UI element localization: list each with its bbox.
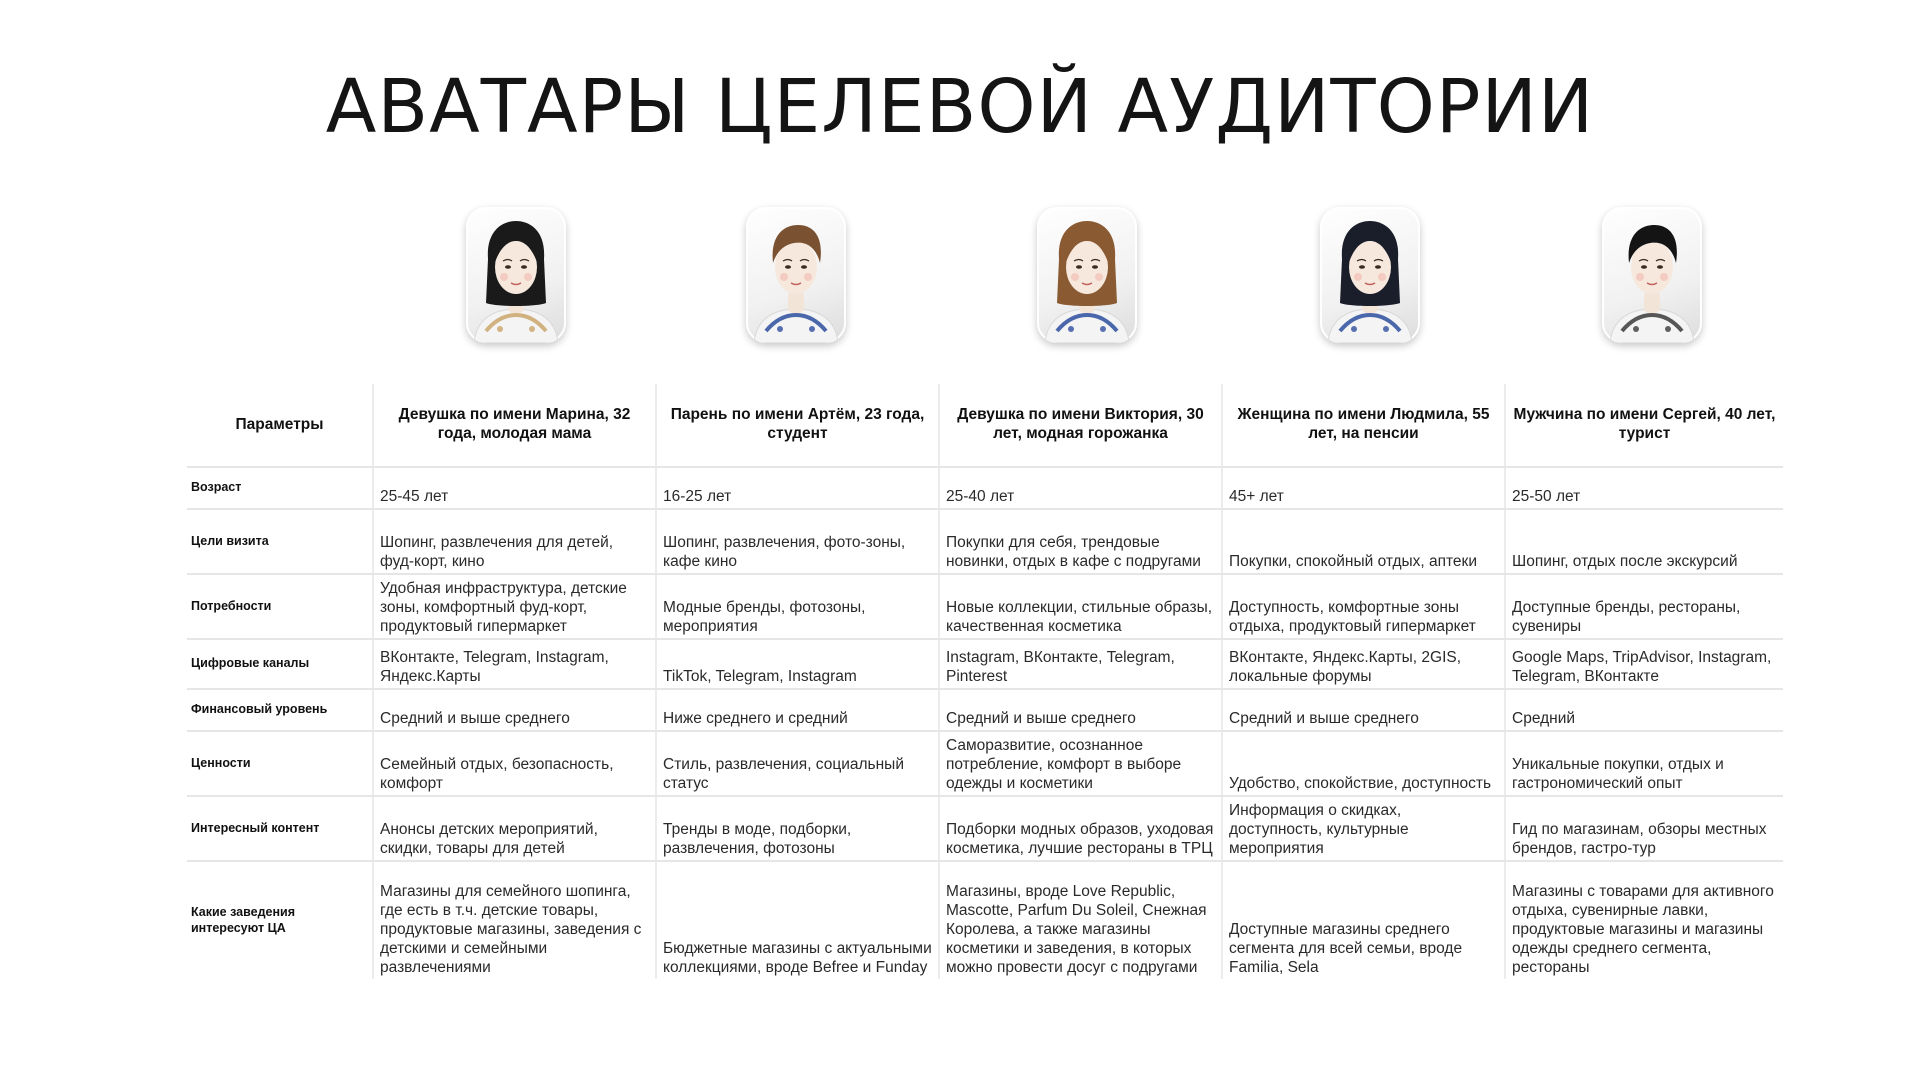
table-cell: Ниже среднего и средний bbox=[656, 689, 939, 731]
table-cell: Гид по магазинам, обзоры местных брендов, гастро-тур bbox=[1505, 796, 1783, 861]
woman-portrait-icon bbox=[1320, 207, 1420, 343]
table-header-cell: Параметры bbox=[187, 384, 373, 467]
table-cell: Средний и выше среднего bbox=[373, 689, 656, 731]
table-cell: Удобная инфраструктура, детские зоны, комфортный фуд-корт, продуктовый гипермаркет bbox=[373, 574, 656, 639]
table-row bbox=[187, 639, 1783, 689]
man-portrait-icon bbox=[746, 207, 846, 343]
table-cell: Instagram, ВКонтакте, Telegram, Pinterest bbox=[939, 639, 1222, 689]
row-label: Какие заведения интересуют ЦА bbox=[191, 904, 295, 935]
table-row bbox=[187, 574, 1783, 639]
table-cell: Доступные магазины среднего сегмента для всей семьи, вроде Familia, Sela bbox=[1222, 861, 1505, 979]
avatar bbox=[1037, 207, 1137, 343]
table-cell: Тренды в моде, подборки, развлечения, фотозоны bbox=[656, 796, 939, 861]
table-cell: Шопинг, отдых после экскурсий bbox=[1505, 509, 1783, 574]
table-cell: Стиль, развлечения, социальный статус bbox=[656, 731, 939, 796]
table-cell: ВКонтакте, Telegram, Instagram, Яндекс.Карты bbox=[373, 639, 656, 689]
table-cell: Саморазвитие, осознанное потребление, комфорт в выборе одежды и косметики bbox=[939, 731, 1222, 796]
table-cell: Доступность, комфортные зоны отдыха, продуктовый гипермаркет bbox=[1222, 574, 1505, 639]
table-cell: Подборки модных образов, уходовая косметика, лучшие рестораны в ТРЦ bbox=[939, 796, 1222, 861]
avatar bbox=[1602, 207, 1702, 343]
table-row bbox=[187, 796, 1783, 861]
table-cell: Бюджетные магазины с актуальными коллекциями, вроде Befree и Funday bbox=[656, 861, 939, 979]
table-header-cell: Женщина по имени Людмила, 55 лет, на пенсии bbox=[1222, 384, 1505, 467]
table-cell: Магазины с товарами для активного отдыха, сувенирные лавки, продуктовые магазины и магазины одежды среднего сегмента, рестораны bbox=[1505, 861, 1783, 979]
table-cell: Шопинг, развлечения, фото-зоны, кафе кино bbox=[656, 509, 939, 574]
table-header-cell: Мужчина по имени Сергей, 40 лет, турист bbox=[1505, 384, 1783, 467]
table-row bbox=[187, 689, 1783, 731]
table-row bbox=[187, 731, 1783, 796]
row-label: Потребности bbox=[187, 574, 373, 639]
row-label: Цели визита bbox=[187, 509, 373, 574]
woman-portrait-icon bbox=[1037, 207, 1137, 343]
woman-portrait-icon bbox=[466, 207, 566, 343]
table-cell: 16-25 лет bbox=[656, 467, 939, 509]
table-cell: Информация о скидках, доступность, культурные мероприятия bbox=[1222, 796, 1505, 861]
table-cell: Новые коллекции, стильные образы, качественная косметика bbox=[939, 574, 1222, 639]
table-cell: Анонсы детских мероприятий, скидки, товары для детей bbox=[373, 796, 656, 861]
table-header-row bbox=[187, 384, 1783, 467]
table-cell: Средний и выше среднего bbox=[1222, 689, 1505, 731]
table-cell: Покупки для себя, трендовые новинки, отдых в кафе с подругами bbox=[939, 509, 1222, 574]
table-cell: 25-45 лет bbox=[373, 467, 656, 509]
table-header-cell: Девушка по имени Виктория, 30 лет, модная горожанка bbox=[939, 384, 1222, 467]
row-label: Возраст bbox=[187, 467, 373, 509]
table-cell: Магазины для семейного шопинга, где есть в т.ч. детские товары, продуктовые магазины, заведения с детскими и семейными развлечениями bbox=[373, 861, 656, 979]
table-cell: Доступные бренды, рестораны, сувениры bbox=[1505, 574, 1783, 639]
table-cell: Модные бренды, фотозоны, мероприятия bbox=[656, 574, 939, 639]
man-portrait-icon bbox=[1602, 207, 1702, 343]
table-cell: Средний bbox=[1505, 689, 1783, 731]
avatar-row bbox=[0, 207, 1920, 345]
avatar bbox=[466, 207, 566, 343]
table-cell: Семейный отдых, безопасность, комфорт bbox=[373, 731, 656, 796]
row-label: Цифровые каналы bbox=[187, 639, 373, 689]
table-header-cell: Девушка по имени Марина, 32 года, молодая мама bbox=[373, 384, 656, 467]
table-cell: 25-40 лет bbox=[939, 467, 1222, 509]
avatar bbox=[1320, 207, 1420, 343]
table-cell: 45+ лет bbox=[1222, 467, 1505, 509]
table-cell: Магазины, вроде Love Republic, Mascotte, Parfum Du Soleil, Снежная Королева, а также магазины косметики и заведения, в которых можно провести досуг с подругами bbox=[939, 861, 1222, 979]
table-cell: ВКонтакте, Яндекс.Карты, 2GIS, локальные форумы bbox=[1222, 639, 1505, 689]
table-cell: Средний и выше среднего bbox=[939, 689, 1222, 731]
row-label: Ценности bbox=[187, 731, 373, 796]
table-cell: Google Maps, TripAdvisor, Instagram, Telegram, ВКонтакте bbox=[1505, 639, 1783, 689]
table-header-cell: Парень по имени Артём, 23 года, студент bbox=[656, 384, 939, 467]
table-cell: Покупки, спокойный отдых, аптеки bbox=[1222, 509, 1505, 574]
table-cell: 25-50 лет bbox=[1505, 467, 1783, 509]
table-row bbox=[187, 861, 1783, 979]
row-label: Финансовый уровень bbox=[187, 689, 373, 731]
table-row bbox=[187, 509, 1783, 574]
row-label: Интересный контент bbox=[187, 796, 373, 861]
table-cell: Шопинг, развлечения для детей, фуд-корт, кино bbox=[373, 509, 656, 574]
table-cell: TikTok, Telegram, Instagram bbox=[656, 639, 939, 689]
table-cell: Уникальные покупки, отдых и гастрономический опыт bbox=[1505, 731, 1783, 796]
avatar bbox=[746, 207, 846, 343]
audience-parameters-table bbox=[187, 384, 1783, 979]
table-row bbox=[187, 467, 1783, 509]
table-cell: Удобство, спокойствие, доступность bbox=[1222, 731, 1505, 796]
page-title: АВАТАРЫ ЦЕЛЕВОЙ АУДИТОРИИ bbox=[325, 64, 1595, 150]
